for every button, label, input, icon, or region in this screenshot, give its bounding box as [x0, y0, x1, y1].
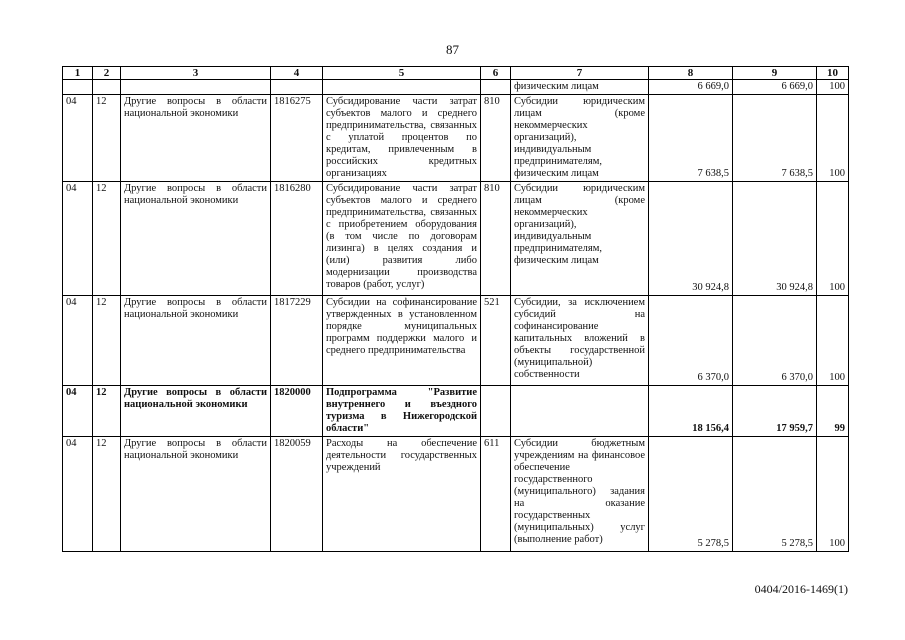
subprogram-row: [63, 386, 849, 437]
col-header-9: 9: [733, 67, 817, 80]
rz-code: 04: [63, 95, 93, 182]
kvr-code: 810: [481, 182, 511, 296]
fact-amount: 30 924,8: [733, 182, 817, 296]
table-row: [63, 95, 849, 182]
percent: 99: [817, 386, 849, 437]
csr-name: Субсидирование части затрат субъектов малого и среднего предпринимательства, связанных с приобретением оборудования (в том числе по договорам лизинга) в целях создания и (или) развития либо модернизации производства товаров (работ, услуг): [323, 182, 481, 296]
budget-table: [62, 66, 849, 552]
rz-code: 04: [63, 437, 93, 552]
percent: 100: [817, 296, 849, 386]
col-header-4: 4: [271, 67, 323, 80]
kvr-name: Субсидии юридическим лицам (кроме некоммерческих организаций), индивидуальным предпринимателям, физическим лицам: [511, 182, 649, 296]
pr-code: 12: [93, 437, 121, 552]
page-number: 87: [446, 42, 459, 57]
continuation-row: [63, 80, 849, 95]
plan-amount: 6 669,0: [649, 80, 733, 95]
pr-code: 12: [93, 296, 121, 386]
kvr-name: [511, 386, 649, 437]
percent: 100: [817, 95, 849, 182]
rz-code: 04: [63, 386, 93, 437]
percent: 100: [817, 182, 849, 296]
rz-code: 04: [63, 296, 93, 386]
kvr-code: 521: [481, 296, 511, 386]
col-header-7: 7: [511, 67, 649, 80]
fact-amount: 7 638,5: [733, 95, 817, 182]
col-header-3: 3: [121, 67, 271, 80]
document-number: 0404/2016-1469(1): [754, 582, 848, 596]
plan-amount: 18 156,4: [649, 386, 733, 437]
csr-name: Расходы на обеспечение деятельности государственных учреждений: [323, 437, 481, 552]
kvr-code: 611: [481, 437, 511, 552]
col-header-5: 5: [323, 67, 481, 80]
csr-code: 1820000: [271, 386, 323, 437]
plan-amount: 6 370,0: [649, 296, 733, 386]
section-name: Другие вопросы в области национальной экономики: [121, 95, 271, 182]
plan-amount: 30 924,8: [649, 182, 733, 296]
section-name: Другие вопросы в области национальной экономики: [121, 296, 271, 386]
kvr-name: Субсидии, за исключением субсидий на софинансирование капитальных вложений в объекты государственной (муниципальной) собственности: [511, 296, 649, 386]
kvr-name: Субсидии юридическим лицам (кроме некоммерческих организаций), индивидуальным предпринимателям, физическим лицам: [511, 95, 649, 182]
plan-amount: 7 638,5: [649, 95, 733, 182]
section-name: Другие вопросы в области национальной экономики: [121, 182, 271, 296]
header-row: [63, 67, 849, 80]
col-header-1: 1: [63, 67, 93, 80]
section-name: Другие вопросы в области национальной экономики: [121, 437, 271, 552]
pr-code: 12: [93, 386, 121, 437]
csr-code: 1816280: [271, 182, 323, 296]
fact-amount: 17 959,7: [733, 386, 817, 437]
csr-name: Субсидирование части затрат субъектов малого и среднего предпринимательства, связанных с уплатой процентов по кредитам, привлеченным в российских кредитных организациях: [323, 95, 481, 182]
table-row: [63, 182, 849, 296]
section-name: Другие вопросы в области национальной экономики: [121, 386, 271, 437]
kvr-code: [481, 386, 511, 437]
percent: 100: [817, 80, 849, 95]
plan-amount: 5 278,5: [649, 437, 733, 552]
kvr-name: Субсидии бюджетным учреждениям на финансовое обеспечение государственного (муниципального) задания на оказание государственных (муниципальных) услуг (выполнение работ): [511, 437, 649, 552]
fact-amount: 5 278,5: [733, 437, 817, 552]
col-header-8: 8: [649, 67, 733, 80]
percent: 100: [817, 437, 849, 552]
pr-code: 12: [93, 95, 121, 182]
rz-code: 04: [63, 182, 93, 296]
table-row: [63, 296, 849, 386]
col-header-6: 6: [481, 67, 511, 80]
pr-code: 12: [93, 182, 121, 296]
kvr-name: физическим лицам: [511, 80, 649, 95]
csr-code: 1817229: [271, 296, 323, 386]
csr-name: Субсидии на софинансирование утвержденных в установленном порядке муниципальных программ поддержки малого и среднего предпринимательства: [323, 296, 481, 386]
fact-amount: 6 370,0: [733, 296, 817, 386]
kvr-code: 810: [481, 95, 511, 182]
table-row: [63, 437, 849, 552]
col-header-2: 2: [93, 67, 121, 80]
col-header-10: 10: [817, 67, 849, 80]
csr-code: 1820059: [271, 437, 323, 552]
csr-code: 1816275: [271, 95, 323, 182]
csr-name: Подпрограмма "Развитие внутреннего и въездного туризма в Нижегородской области": [323, 386, 481, 437]
fact-amount: 6 669,0: [733, 80, 817, 95]
